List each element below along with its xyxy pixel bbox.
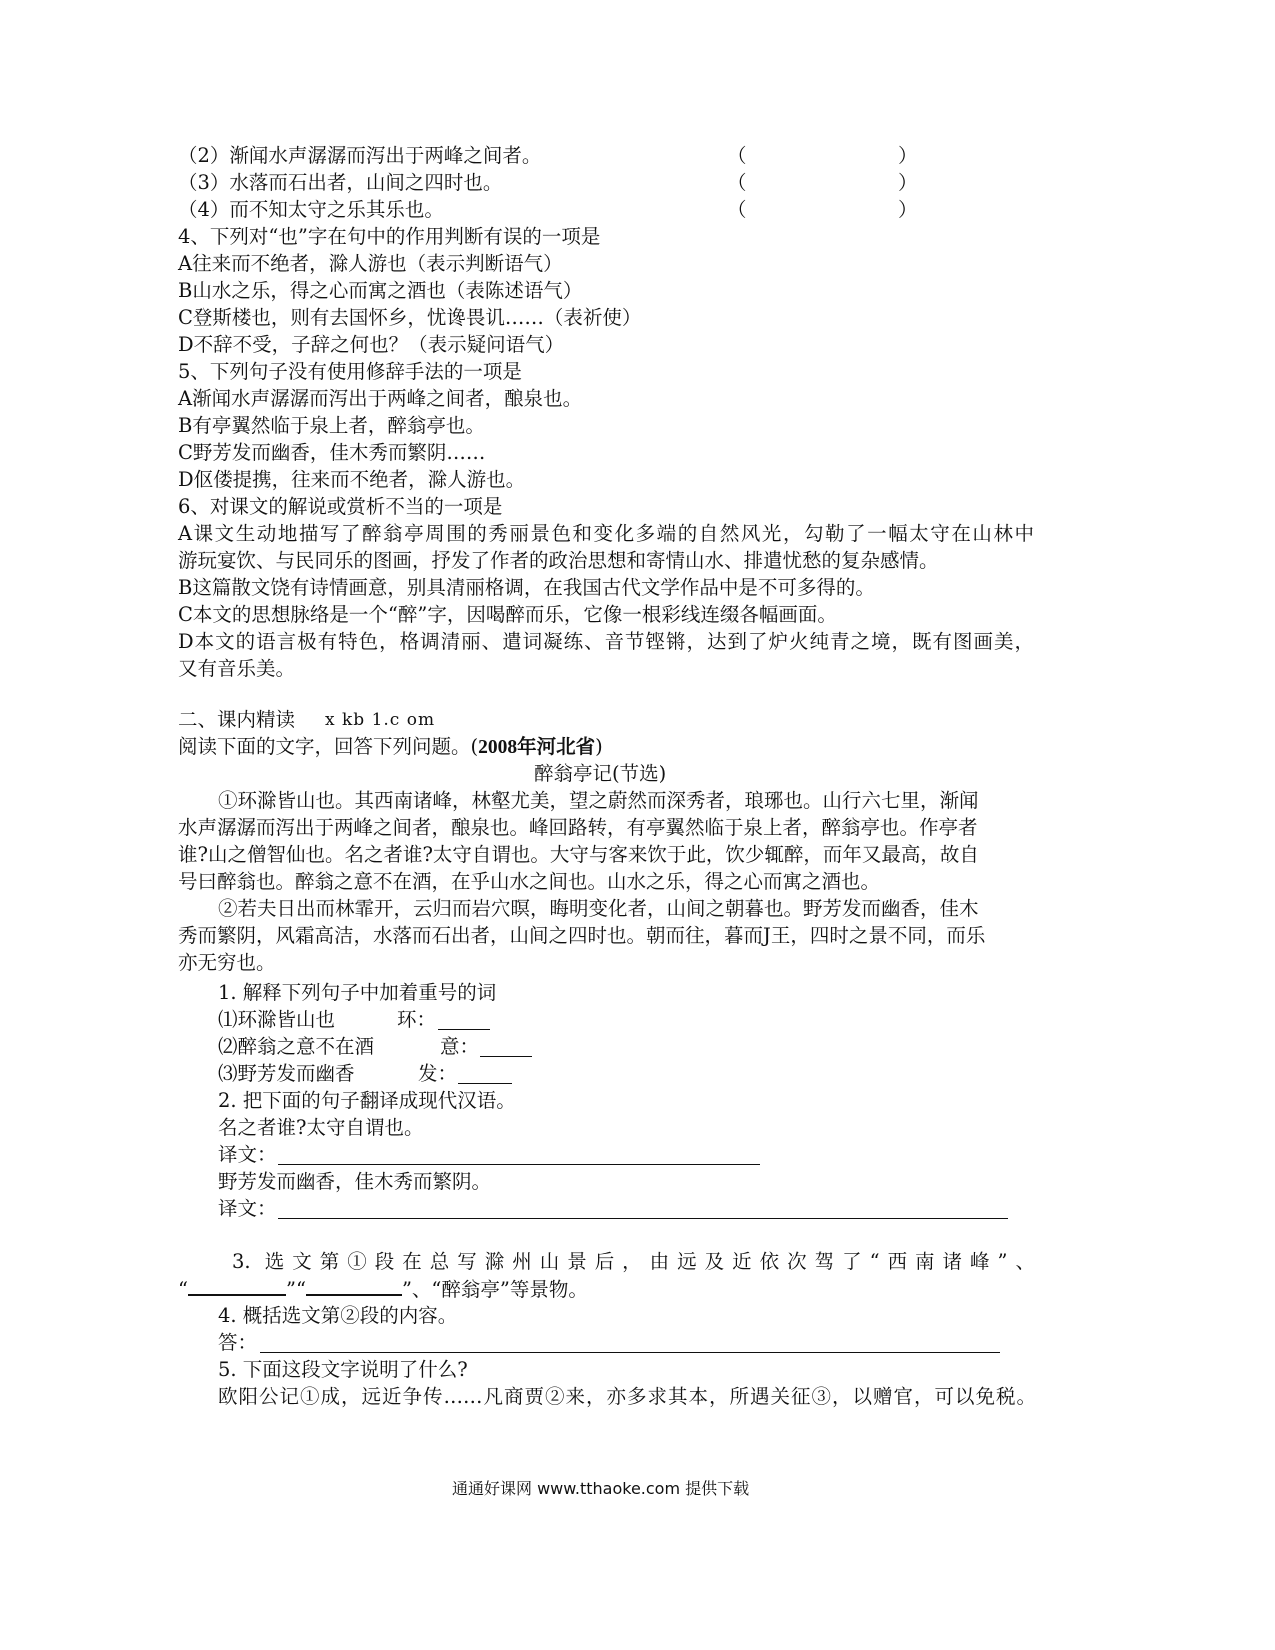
paren-open: （ [727,198,747,221]
passage-line: 号曰醉翁也。醉翁之意不在酒，在乎山水之间也。山水之乐，得之心而寓之酒也。 [178,870,881,893]
passage-para-1: ①环滁皆山也。其西南诸峰，林壑尤美，望之蔚然而深秀者，琅琊也。山行六七里，渐闻 [218,789,979,812]
question-5: 5. 下面这段文字说明了什么? [218,1358,468,1381]
sentence-2: 野芳发而幽香，佳木秀而繁阴。 [218,1170,492,1193]
option-d: D伛偻提携，往来而不绝者，滁人游也。 [178,468,526,491]
reading-intro [178,734,603,761]
question-1-item-2: ⑵醉翁之意不在酒 [218,1035,375,1058]
passage-line: 谁?山之僧智仙也。名之者谁?太守自谓也。大守与客来饮于此，饮少辄醉，而年又最高，故自 [178,843,979,866]
question-5-stem: 5、下列句子没有使用修辞手法的一项是 [178,360,522,383]
paren-close: ） [898,198,918,221]
section-heading: 二、课内精读 [178,708,296,731]
translation-line[interactable] [278,1218,1008,1219]
option-a-cont: 游玩宴饮、与民同乐的图画，抒发了作者的政治思想和寄情山水、排遣忧愁的复杂感情。 [178,549,939,572]
quote-sep: ”“ [285,1278,306,1301]
paren-open: （ [727,171,747,194]
option-d-cont: 又有音乐美。 [178,657,296,680]
item-4: （4）而不知太守之乐其乐也。 [178,198,444,221]
option-c: C登斯楼也，则有去国怀乡，忧谗畏讥……（表祈使） [178,306,642,329]
passage-line: 亦无穷也。 [178,951,276,974]
option-a: A往来而不绝者，滁人游也（表示判断语气） [178,252,563,275]
answer-key: 意： [440,1035,480,1058]
question-6-stem: 6、对课文的解说或赏析不当的一项是 [178,495,503,518]
item-2: （2）渐闻水声潺潺而泻出于两峰之间者。 [178,144,542,167]
translation-label: 译文： [218,1197,277,1220]
answer-label: 答： [218,1331,258,1354]
option-d: D本文的语言极有特色，格调清丽、遣词凝练、音节铿锵，达到了炉火纯青之境，既有图画美， [178,630,1034,653]
option-d: D不辞不受，子辞之何也？（表示疑问语气） [178,333,565,356]
option-c: C本文的思想脉络是一个“醉”字，因喝醉而乐，它像一根彩线连缀各幅画面。 [178,603,837,626]
footer-text: 通通好课网 www.tthaoke.com 提供下载 [452,1479,750,1498]
source-label: 2008年河北省 [478,737,596,758]
option-b: B有亭翼然临于泉上者，醉翁亭也。 [178,414,485,437]
translation-line[interactable] [278,1164,760,1165]
question-4-stem: 4、下列对“也”字在句中的作用判断有误的一项是 [178,225,601,248]
answer-blank[interactable] [480,1056,532,1057]
answer-key: 发： [418,1062,458,1085]
paren-close: ） [898,144,918,167]
question-1: 1. 解释下列句子中加着重号的词 [218,981,497,1004]
passage-line: 秀而繁阴，风霜高洁，水落而石出者，山间之四时也。朝而往，暮而J王，四时之景不同，而乐 [178,924,986,947]
question-1-item-1: ⑴环滁皆山也 [218,1008,336,1031]
option-a: A渐闻水声潺潺而泻出于两峰之间者，酿泉也。 [178,387,583,410]
question-3-tail: ”、“醉翁亭”等景物。 [401,1278,588,1301]
paren-open: （ [727,144,747,167]
question-3: 3. 选文第①段在总写滁州山景后，由远及近依次驾了“西南诸峰”、 [232,1250,1035,1273]
answer-key: 环： [397,1008,437,1031]
watermark-text: x kb 1.c om [325,710,436,730]
answer-blank[interactable] [306,1276,402,1296]
answer-blank[interactable] [458,1083,512,1084]
passage-para-2: ②若夫日出而林霏开，云归而岩穴暝，晦明变化者，山间之朝暮也。野芳发而幽香，佳木 [218,897,979,920]
question-4: 4. 概括选文第②段的内容。 [218,1304,458,1327]
answer-blank[interactable] [188,1276,286,1296]
passage-title: 醉翁亭记(节选) [534,762,667,785]
option-b: B这篇散文饶有诗情画意，别具清丽格调，在我国古代文学作品中是不可多得的。 [178,576,875,599]
item-3: （3）水落而石出者，山间之四时也。 [178,171,503,194]
question-1-item-3: ⑶野芳发而幽香 [218,1062,355,1085]
question-2: 2. 把下面的句子翻译成现代汉语。 [218,1089,516,1112]
question-5-text: 欧阳公记①成，远近争传……凡商贾②来，亦多求其本，所遇关征③，以赠官，可以免税。 [218,1385,1036,1408]
answer-line[interactable] [260,1352,1000,1353]
open-quote: “ [178,1278,188,1301]
paren-close: ） [898,171,918,194]
question-3-cont [178,1276,588,1303]
answer-blank[interactable] [438,1029,490,1030]
sentence-1: 名之者谁?太守自谓也。 [218,1116,424,1139]
intro-text: 阅读下面的文字，回答下列问题。( [178,735,479,758]
passage-line: 水声潺潺而泻出于两峰之间者，酿泉也。峰回路转，有亭翼然临于泉上者，醉翁亭也。作亭者 [178,816,978,839]
option-c: C野芳发而幽香，佳木秀而繁阴…… [178,441,486,464]
translation-label: 译文： [218,1143,277,1166]
intro-close: ) [595,735,603,758]
option-a: A课文生动地描写了醉翁亭周围的秀丽景色和变化多端的自然风光，勾勒了一幅太守在山林中 [178,522,1034,545]
option-b: B山水之乐，得之心而寓之酒也（表陈述语气） [178,279,583,302]
